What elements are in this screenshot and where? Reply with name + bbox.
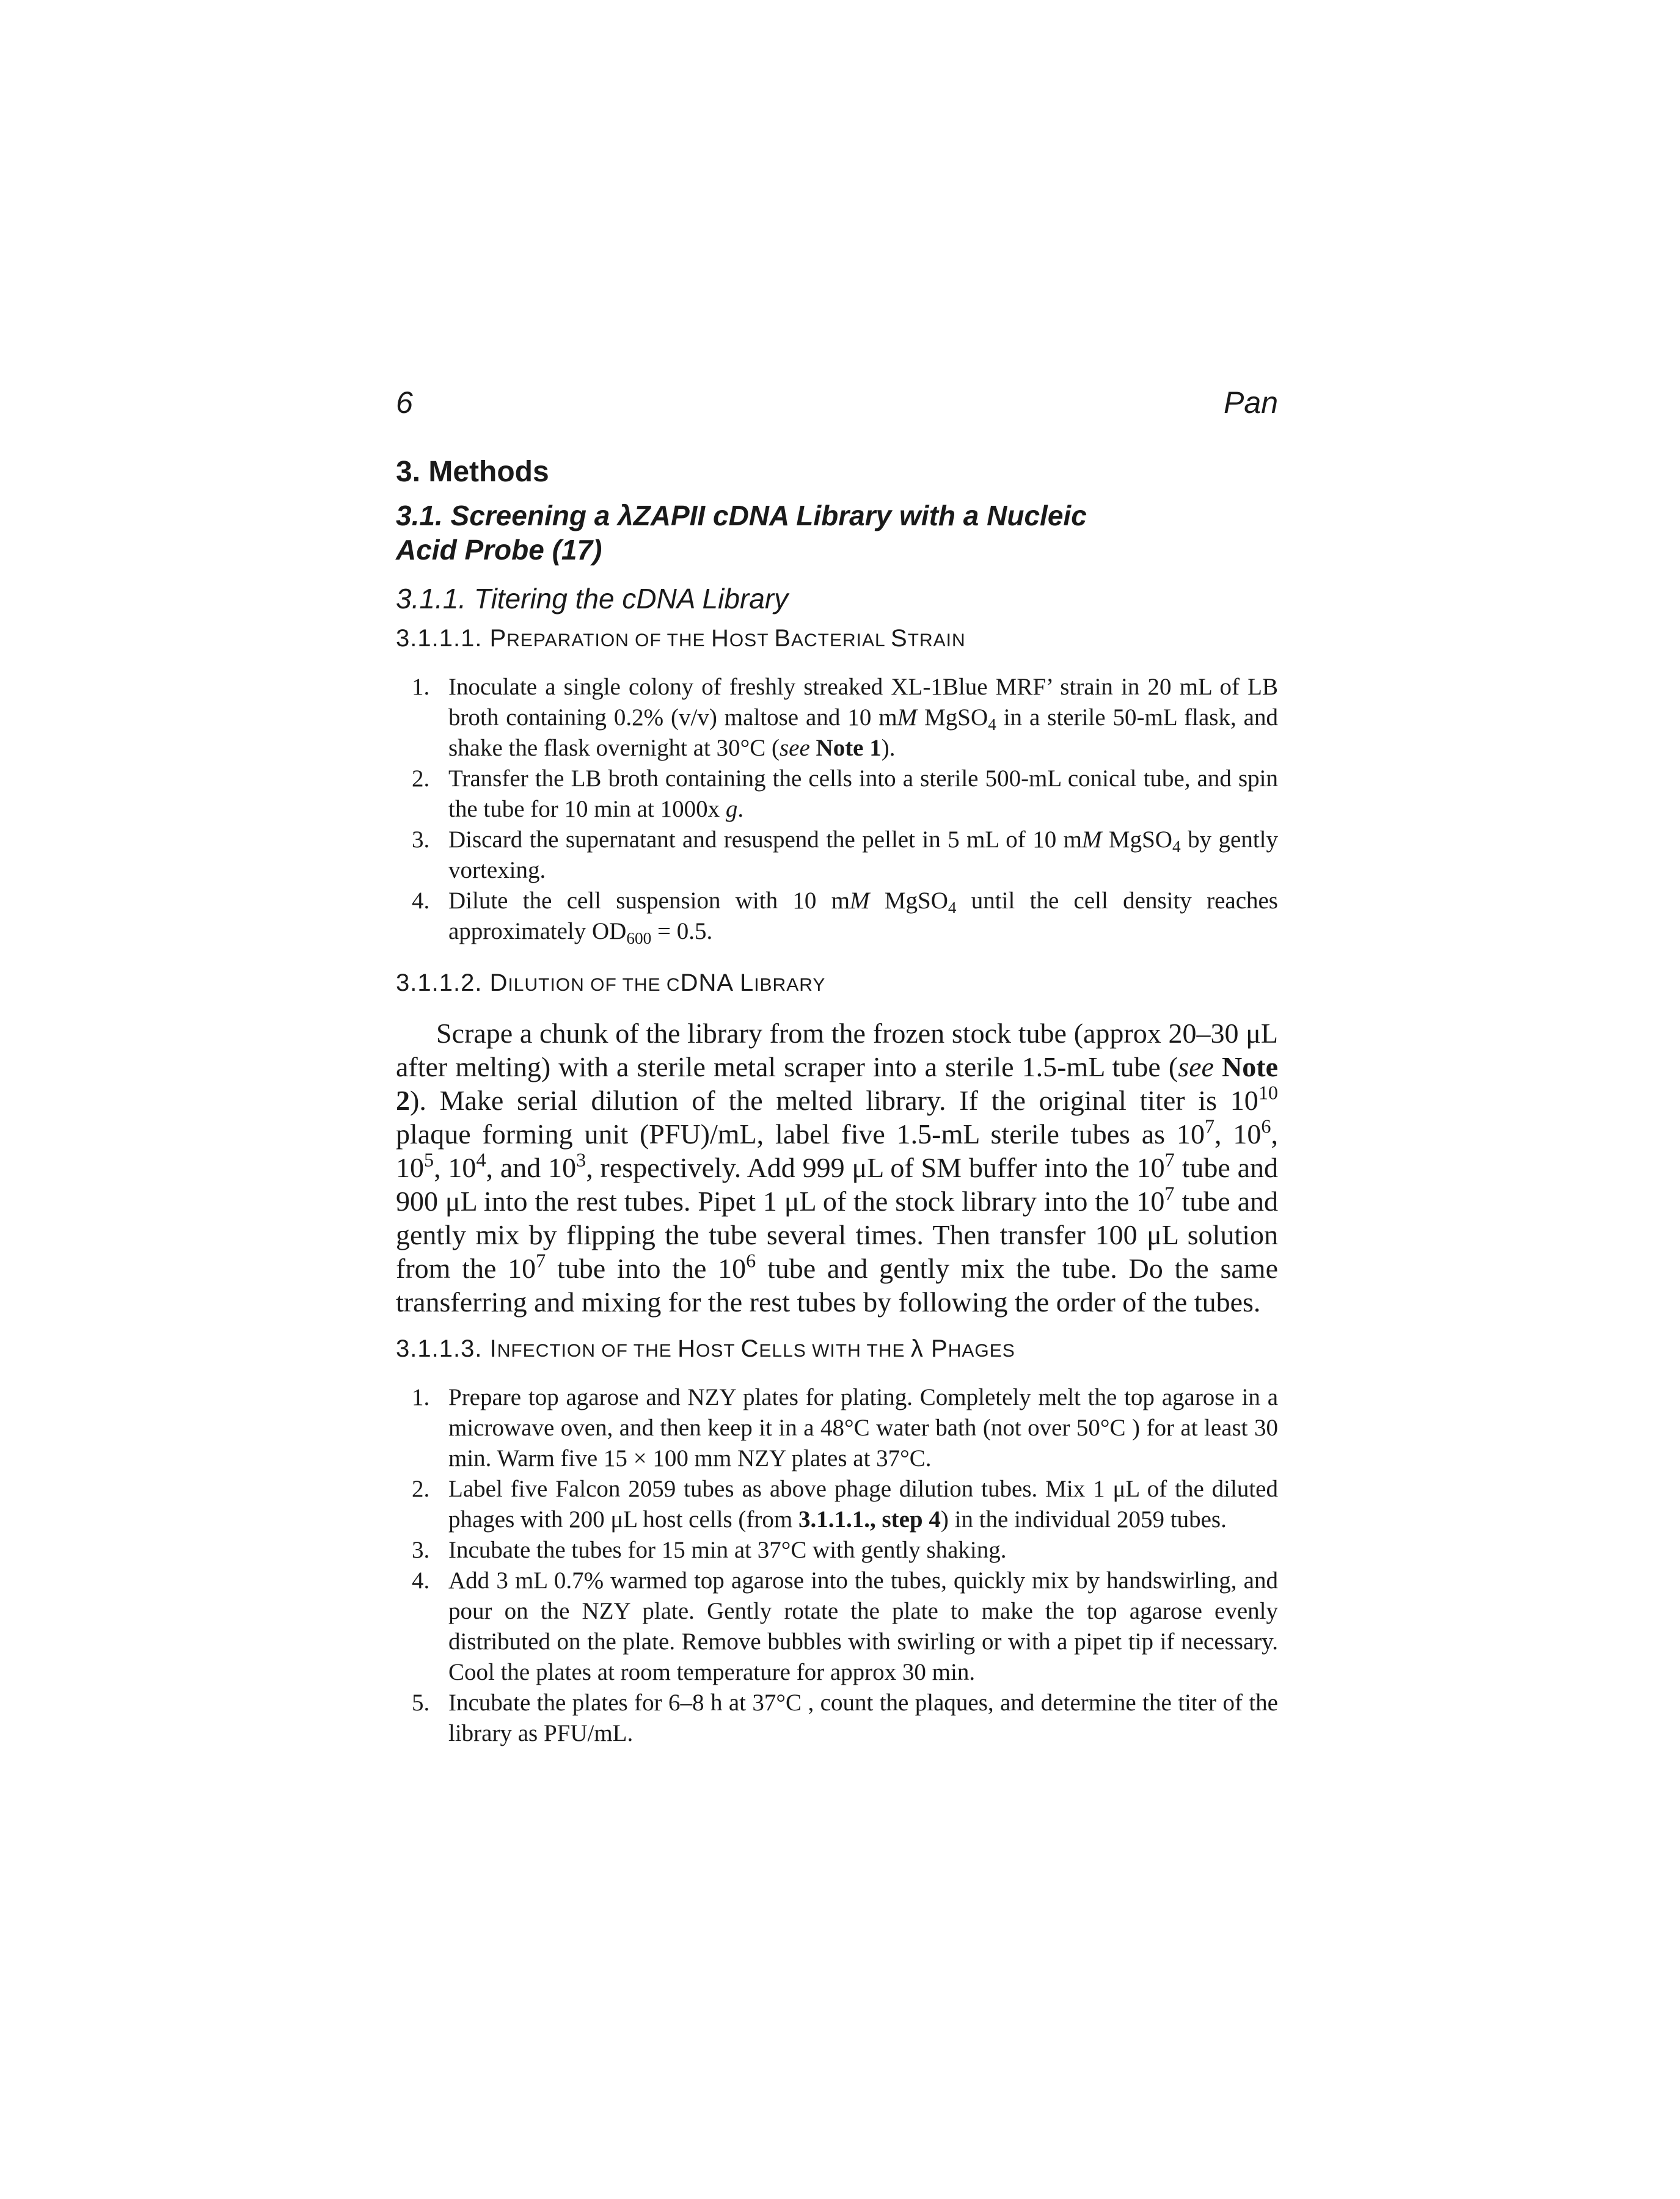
step-number: 4. [412,888,430,914]
page-header [396,385,1278,421]
step-text: Inoculate a single colony of freshly streaked XL-1Blue MRF’ strain in 20 mL of LB broth containing 0.2% (v/v) maltose and 10 mM MgSO$_4$ in a sterile 50-mL flask, and shake the flask overnight at 30°C (see Note 1). [448,674,1278,761]
host-strain-steps [396,672,1278,947]
page-number: 6 [396,385,413,420]
list-item [396,1382,1278,1474]
step-text: Incubate the tubes for 15 min at 37°C with gently shaking. [448,1537,1007,1563]
step-number: 2. [412,1476,430,1502]
list-item [396,764,1278,825]
heading-number: 3.1.1.2. [396,969,490,996]
subsection-title-line2: Acid Probe (17) [396,534,602,566]
list-item [396,1566,1278,1688]
list-item [396,672,1278,764]
heading-text: PREPARATION OF THE HOST BACTERIAL STRAIN [489,625,966,652]
paragraph-text: Scrape a chunk of the library from the frozen stock tube (approx 20–30 μL after melting) with a sterile metal scraper into a sterile 1.5-mL tube (see Note 2). Make serial dilution of the melted library. If the original titer is $10^{10}$ plaque forming unit (PFU)/mL, label five 1.5-mL sterile tubes as $10^7$, $10^6$, $10^5$, $10^4$, and $10^3$, respectively. Add 999 μL of SM buffer into the $10^7$ tube and 900 μL into the rest tubes. Pipet 1 μL of the stock library into the $10^7$ tube and gently mix by flipping the tube several times. Then transfer 100 μL solution from the $10^7$ tube into the $10^6$ tube and gently mix the tube. Do the same transferring and mixing for the rest tubes by following the order of the tubes. [396,1018,1279,1318]
step-text: Transfer the LB broth containing the cells into a sterile 500-mL conical tube, and spin the tube for 10 min at 1000x g. [448,765,1278,822]
heading-text: INFECTION OF THE HOST CELLS WITH THE λ PHAGES [489,1335,1015,1362]
list-item [396,1474,1278,1535]
step-text: Label five Falcon 2059 tubes as above phage dilution tubes. Mix 1 μL of the diluted phages with 200 μL host cells (from 3.1.1.1., step 4) in the individual 2059 tubes. [448,1476,1278,1533]
dilution-paragraph [396,1016,1278,1319]
step-text: Prepare top agarose and NZY plates for plating. Completely melt the top agarose in a microwave oven, and then keep it in a 48°C water bath (not over 50°C ) for at least 30 min. Warm five 15 × 100 mm NZY plates at 37°C. [448,1384,1278,1471]
list-item [396,825,1278,886]
heading-dilution [396,968,1278,1001]
step-number: 1. [412,1384,430,1410]
page-content [396,445,1278,1770]
list-item [396,1688,1278,1749]
heading-text: DILUTION OF THE CDNA LIBRARY [489,969,826,996]
heading-number: 3.1.1.1. [396,625,490,652]
step-number: 3. [412,826,430,853]
list-item [396,1535,1278,1566]
heading-infection [396,1333,1278,1366]
step-text: Discard the supernatant and resuspend the pellet in 5 mL of 10 mM MgSO$_4$ by gently vortexing. [448,826,1278,883]
subsection-title-line1: 3.1. Screening a λZAPII cDNA Library with a Nucleic [396,500,1087,531]
step-text: Incubate the plates for 6–8 h at 37°C , count the plaques, and determine the titer of the library as PFU/mL. [448,1690,1278,1746]
step-text: Add 3 mL 0.7% warmed top agarose into the tubes, quickly mix by handswirling, and pour on the NZY plate. Gently rotate the plate to make the top agarose evenly distributed on the plate. Remove bubbles with swirling or with a pipet tip if necessary. Cool the plates at room temperature for approx 30 min. [448,1567,1278,1685]
heading-number: 3.1.1.3. [396,1335,490,1362]
section-title: 3. Methods [396,456,549,488]
subsection-title [396,498,1278,567]
heading-host-strain [396,623,1278,656]
subsubsection-title: 3.1.1. Titering the cDNA Library [396,583,789,614]
infection-steps [396,1382,1278,1749]
step-number: 5. [412,1690,430,1716]
step-number: 1. [412,674,430,700]
list-item [396,886,1278,947]
step-number: 2. [412,765,430,792]
running-head: Pan [1224,385,1278,420]
step-number: 3. [412,1537,430,1563]
step-text: Dilute the cell suspension with 10 mM MgSO$_4$ until the cell density reaches approximately $OD_{600} = 0.5$. [448,888,1278,948]
step-number: 4. [412,1567,430,1594]
